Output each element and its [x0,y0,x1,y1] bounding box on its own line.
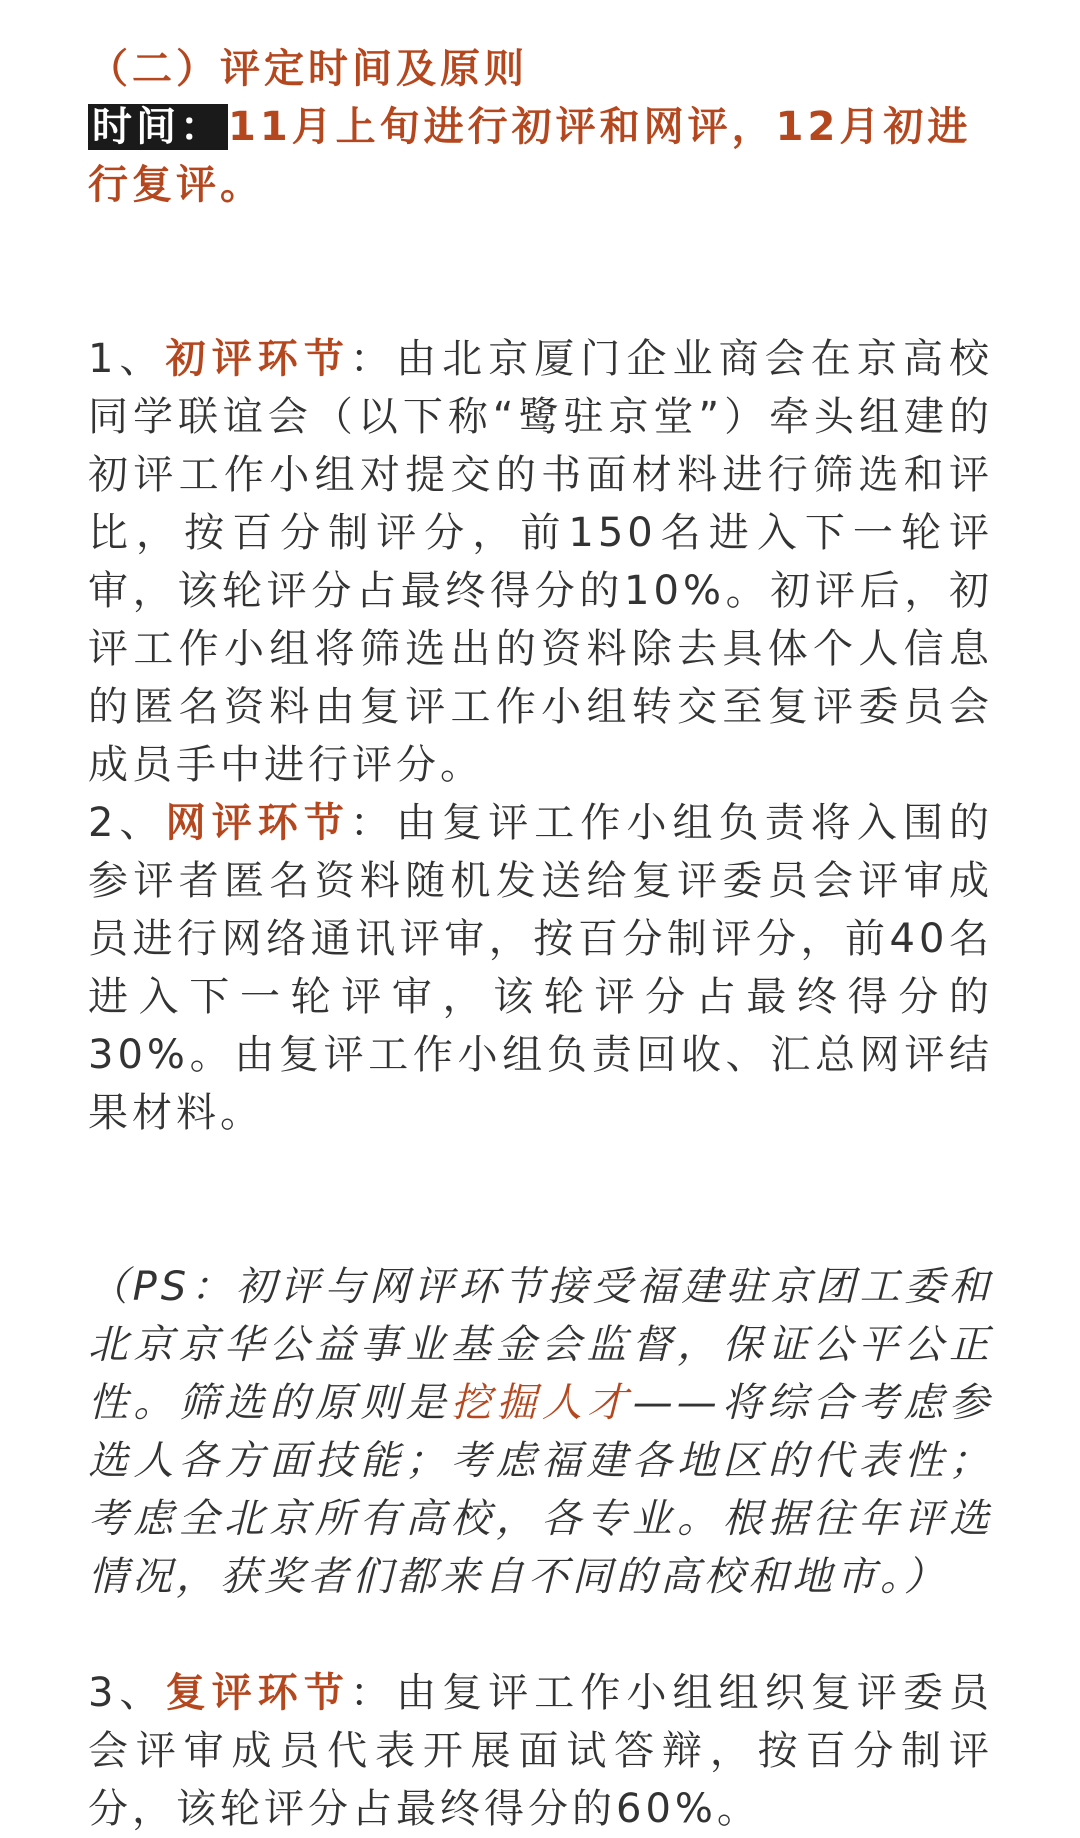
stage-2-title: 网评环节 [165,800,350,846]
spacer [88,1606,993,1664]
stage-3-paragraph [88,1664,993,1838]
stage-2-body: 由复评工作小组负责将入围的参评者匿名资料随机发送给复评委员会评审成员进行网络通讯评审，按百分制评分，前40名进入下一轮评审，该轮评分占最终得分的30%。由复评工作小组负责回收、汇总网评结果材料。 [88,800,994,1136]
time-line [88,98,993,214]
spacer [88,214,993,330]
stage-2-prefix: 2、 [88,800,166,846]
stage-2-paragraph [88,794,993,1142]
stage-3-colon: ： [349,1670,397,1716]
stage-1-body: 由北京厦门企业商会在京高校同学联谊会（以下称“鹭驻京堂”）牵头组建的初评工作小组对提交的书面材料进行筛选和评比，按百分制评分，前150名进入下一轮评审，该轮评分占最终得分的10%。初评后，初评工作小组将筛选出的资料除去具体个人信息的匿名资料由复评工作小组转交至复评委员会成员手中进行评分。 [88,336,994,788]
ps-text-1: （PS：初评与网评环节接受福建驻京团工委和北京京华公益事业基金会监督，保证公平公正性。筛选的原则是 [88,1264,993,1426]
document-content [88,40,993,1838]
stage-1-prefix: 1、 [88,336,166,382]
ps-note [88,1258,993,1606]
stage-1-paragraph [88,330,993,794]
stage-2-colon: ： [349,800,397,846]
stage-3-title: 复评环节 [165,1670,350,1716]
stage-1-colon: ： [349,336,397,382]
time-text: 11月上旬进行初评和网评，12月初进行复评。 [88,104,972,208]
stage-1-title: 初评环节 [165,336,350,382]
section-heading: （二）评定时间及原则 [88,46,528,92]
stage-3-body: 由复评工作小组组织复评委员会评审成员代表开展面试答辩，按百分制评分，该轮评分占最终得分的60%。 [88,1670,994,1832]
ps-text-2: ——将综合考虑参选人各方面技能；考虑福建各地区的代表性；考虑全北京所有高校，各专业。根据往年评选情况，获奖者们都来自不同的高校和地市。） [88,1380,994,1600]
time-tag: 时间： [88,104,228,150]
ps-highlight: 挖掘人才 [451,1380,633,1426]
stage-3-prefix: 3、 [88,1670,166,1716]
spacer [88,1142,993,1258]
